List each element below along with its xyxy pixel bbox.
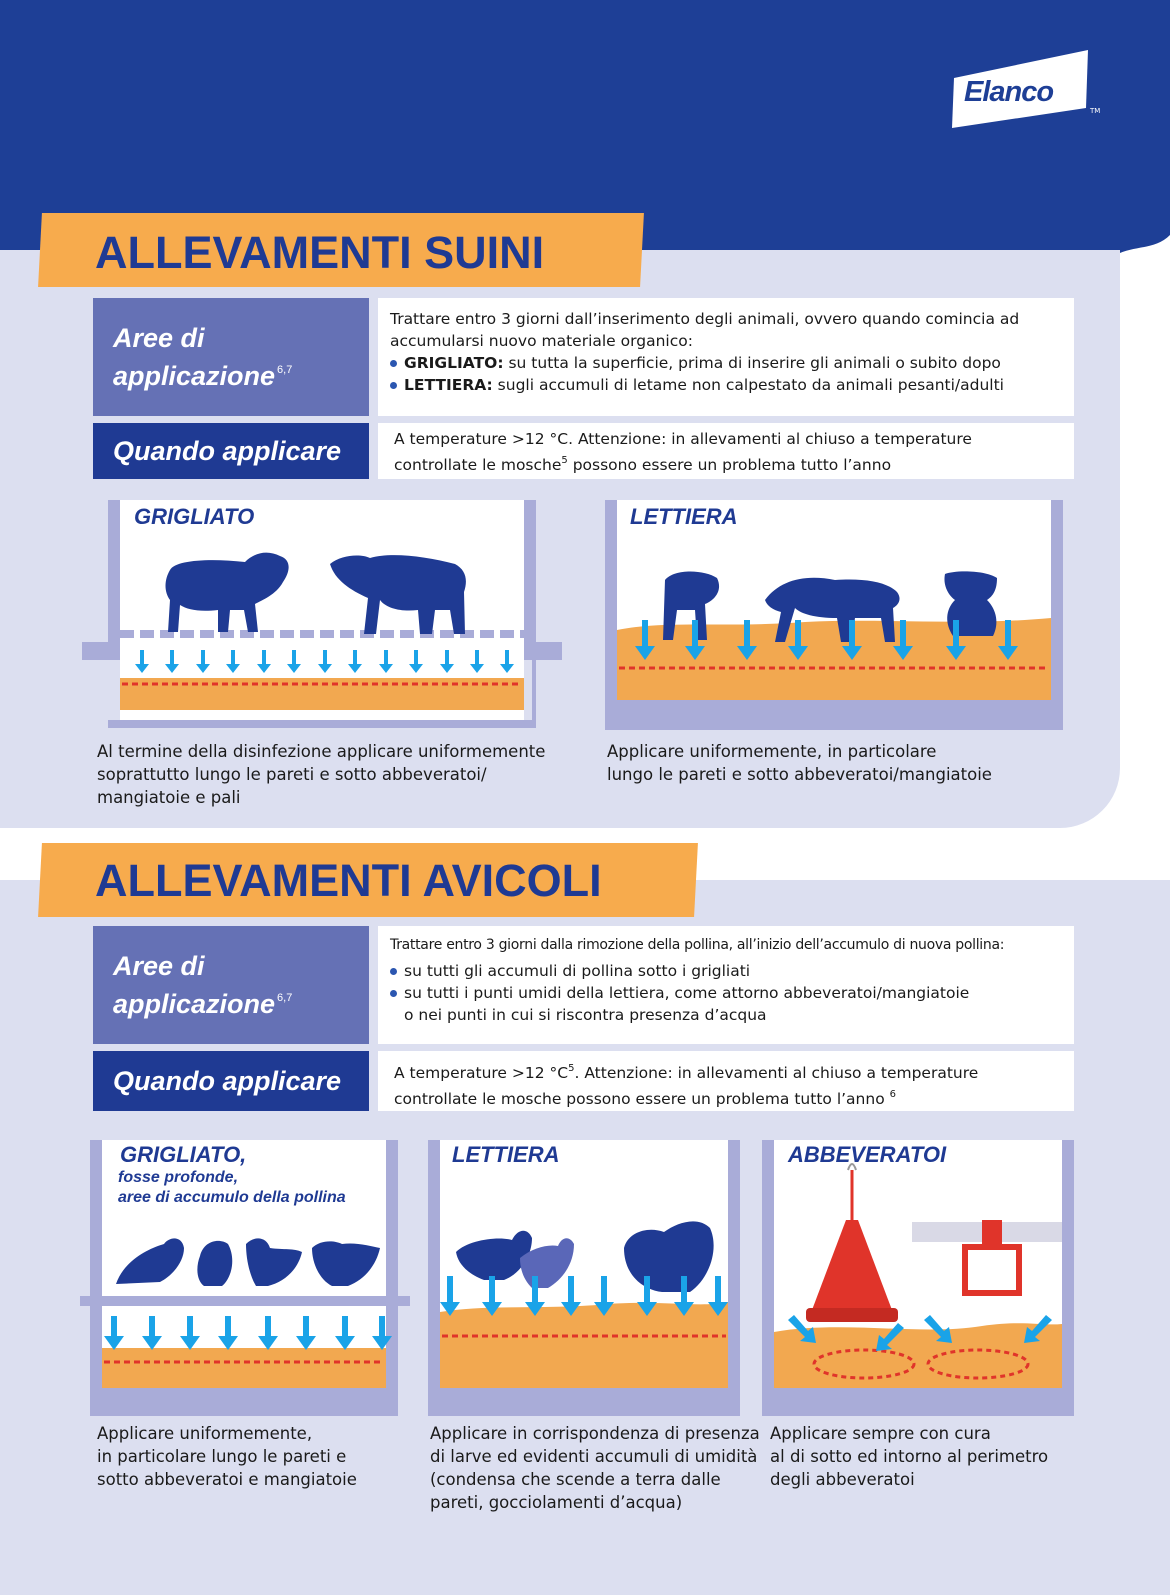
suini-panel-title: GRIGLIATO — [134, 504, 255, 529]
suini-bullet: LETTIERA: sugli accumuli di letame non calpestato da animali pesanti/adulti — [390, 374, 1062, 396]
avicoli-lettiera-illustration — [428, 1140, 744, 1416]
suini-aree-label-box — [93, 298, 369, 416]
suini-quando-label: Quando applicare — [113, 436, 342, 466]
avicoli-quando-text-box — [378, 1051, 1074, 1111]
elanco-logo: Elanco TM — [946, 50, 1096, 130]
suini-bullet: GRIGLIATO: su tutta la superficie, prima di inserire gli animali o subito dopo — [390, 352, 1062, 374]
avicoli-panel-caption: Applicare in corrispondenza di presenza di larve ed evidenti accumuli di umidità (condensa che scende a terra dalle pareti, gocciolamenti d’acqua) — [430, 1424, 760, 1512]
avicoli-title: ALLEVAMENTI AVICOLI — [95, 855, 602, 906]
suini-lettiera-illustration — [605, 500, 1065, 732]
avicoli-bullet-continued: o nei punti in cui si riscontra presenza d’acqua — [404, 1006, 767, 1024]
avicoli-abbeveratoi-illustration — [762, 1140, 1076, 1416]
avicoli-quando-label: Quando applicare — [113, 1066, 342, 1096]
suini-quando-line: controllate le mosche$^5$ possono essere un problema tutto l’anno — [394, 455, 892, 474]
avicoli-aree-text-box — [378, 926, 1074, 1044]
suini-panel-caption: Applicare uniformemente, in particolare lungo le pareti e sotto abbeveratoi/mangiatoie — [607, 742, 992, 784]
avicoli-aree-sup: 6,7 — [277, 992, 293, 1004]
avicoli-panel-title: ABBEVERATOI — [788, 1142, 947, 1167]
avicoli-aree-label-box — [93, 926, 369, 1044]
avicoli-panel-caption: Applicare uniformemente, in particolare lungo le pareti e sotto abbeveratoi e mangiatoie — [97, 1424, 357, 1489]
suini-panel-caption: Al termine della disinfezione applicare uniformemente soprattutto lungo le pareti e sotto abbeveratoi/ mangiatoie e pali — [97, 742, 546, 807]
suini-aree-text-box — [378, 298, 1074, 416]
avicoli-quando-line: A temperature >12 $^\circ C^5$. Attenzione: in allevamenti al chiuso a temperature — [394, 1063, 979, 1082]
avicoli-panel-title: LETTIERA — [452, 1142, 560, 1167]
avicoli-aree-label: Aree di applicazione — [113, 951, 276, 1019]
avicoli-panel-title: GRIGLIATO, — [120, 1142, 247, 1167]
suini-quando-text-box — [378, 423, 1074, 479]
avicoli-quando-label-box — [93, 1051, 369, 1111]
suini-quando-line: A temperature >12 °C. Attenzione: in allevamenti al chiuso a temperature — [394, 430, 972, 448]
avicoli-panel-subtitle: fosse profonde, aree di accumulo della pollina — [118, 1169, 346, 1206]
avicoli-quando-line: controllate le mosche possono essere un problema tutto l’anno $^6$ — [394, 1089, 896, 1108]
suini-title: ALLEVAMENTI SUINI — [95, 227, 545, 278]
avicoli-panel-caption: Applicare sempre con cura al di sotto ed intorno al perimetro degli abbeveratoi — [770, 1424, 1049, 1489]
suini-panel-title: LETTIERA — [630, 504, 738, 529]
suini-aree-label: Aree di applicazione — [113, 323, 276, 391]
suini-quando-label-box — [93, 423, 369, 479]
avicoli-aree-intro: Trattare entro 3 giorni dalla rimozione della pollina, all’inizio dell’accumulo di nuova pollina: — [390, 937, 1005, 953]
suini-grigliato-illustration — [80, 500, 562, 740]
suini-aree-intro: Trattare entro 3 giorni dall’inserimento degli animali, ovvero quando comincia ad accumularsi nuovo materiale organico: — [390, 310, 1020, 350]
suini-aree-sup: 6,7 — [277, 364, 293, 376]
avicoli-bullet: su tutti gli accumuli di pollina sotto i grigliati — [390, 960, 1062, 982]
avicoli-bullet: su tutti i punti umidi della lettiera, come attorno abbeveratoi/mangiatoie — [390, 982, 1062, 1004]
